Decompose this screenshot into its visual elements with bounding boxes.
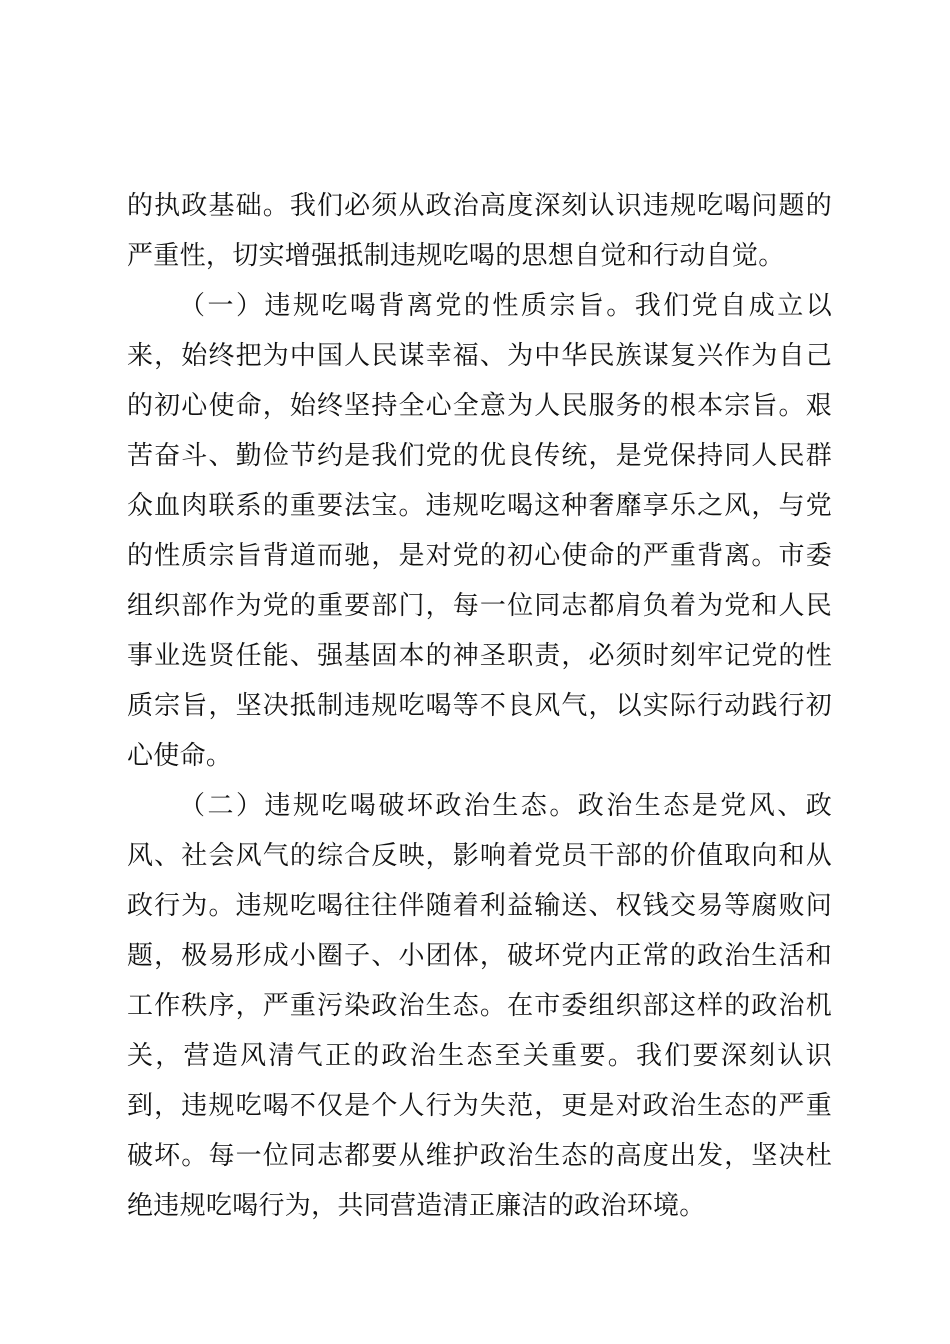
- paragraph-section-one: （一）违规吃喝背离党的性质宗旨。我们党自成立以来，始终把为中国人民谋幸福、为中华民族谋复兴作为自己的初心使命，始终坚持全心全意为人民服务的根本宗旨。艰苦奋斗、勤俭节约是我们党的优良传统，是党保持同人民群众血肉联系的重要法宝。违规吃喝这种奢靡享乐之风，与党的性质宗旨背道而驰，是对党的初心使命的严重背离。市委组织部作为党的重要部门，每一位同志都肩负着为党和人民事业选贤任能、强基固本的神圣职责，必须时刻牢记党的性质宗旨，坚决抵制违规吃喝等不良风气，以实际行动践行初心使命。: [127, 291, 832, 771]
- paragraph-section-two: （二）违规吃喝破坏政治生态。政治生态是党风、政风、社会风气的综合反映，影响着党员干部的价值取向和从政行为。违规吃喝往往伴随着利益输送、权钱交易等腐败问题，极易形成小圈子、小团体，破坏党内正常的政治生活和工作秩序，严重污染政治生态。在市委组织部这样的政治机关，营造风清气正的政治生态至关重要。我们要深刻认识到，违规吃喝不仅是个人行为失范，更是对政治生态的严重破坏。每一位同志都要从维护政治生态的高度出发，坚决杜绝违规吃喝行为，共同营造清正廉洁的政治环境。: [127, 791, 832, 1221]
- document-body: [127, 181, 832, 1231]
- paragraph-continuation: 的执政基础。我们必须从政治高度深刻认识违规吃喝问题的严重性，切实增强抵制违规吃喝的思想自觉和行动自觉。: [127, 191, 832, 271]
